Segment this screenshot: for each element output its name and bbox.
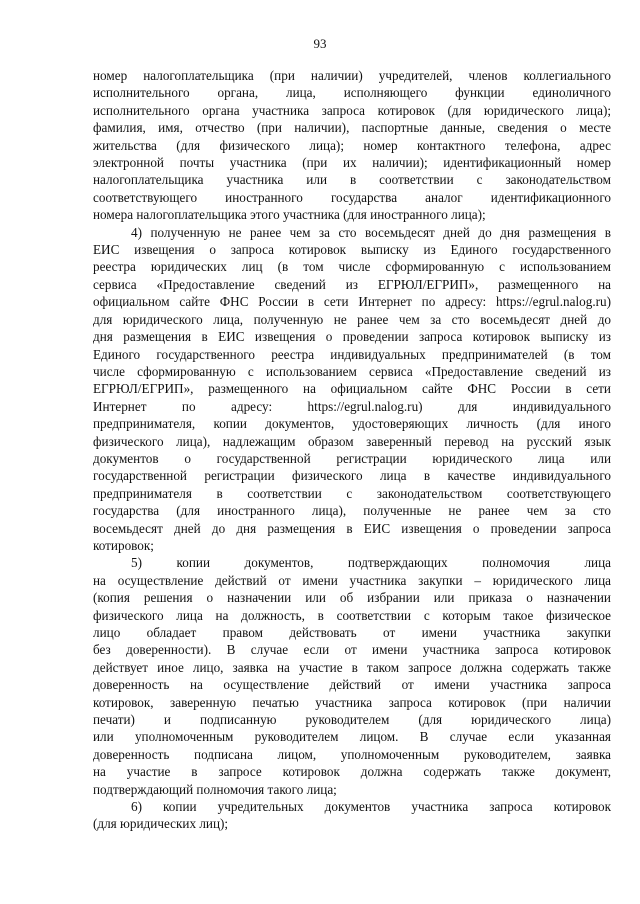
text-line: доверенность подписана лицом, уполномоченным руководителем, заявка [93,746,611,762]
text-line: номер налогоплательщика (при наличии) учредителей, членов коллегиального [93,68,611,83]
text-line: котировок, заверенную печатью участника запроса котировок (при наличии [93,694,611,710]
text-line: предпринимателя в соответствии с законодательством соответствующего [93,485,611,501]
text-line: электронной почты участника (при их наличии); идентификационный номер [93,155,611,171]
text-line: ЕИС извещения о запроса котировок выписку из Единого государственного [93,242,611,258]
text-line: печати) и подписанную руководителем (для юридического лица) [93,712,611,728]
text-line: лицо обладает правом действовать от имени участника закупки [93,625,611,640]
text-line: (копия решения о назначении или об избрании или приказа о назначении [93,590,611,606]
text-line: подтверждающий полномочия такого лица; [93,781,337,797]
text-line: для юридического лица, полученную не ранее чем за сто восемьдесят дней до [93,311,611,327]
text-line: доверенность на осуществление действий от имени участника запроса [93,677,611,693]
text-line: исполнительного органа участника запроса котировок (для юридического лица); [93,102,611,118]
text-line: реестра юридических лиц (в том числе сформированную с использованием [93,259,611,275]
text-line: официальном сайте ФНС России в сети Интернет по адресу: https://egrul.nalog.ru) [93,294,611,310]
page-number: 93 [313,36,327,51]
paragraph-p0 [93,67,611,224]
text-line: сервиса «Предоставление сведений из ЕГРЮЛ/ЕГРИП», размещенного на [93,276,611,292]
text-line: на участие в запросе котировок должна содержать также документ, [93,764,611,780]
text-line: номера налогоплательщика этого участника (для иностранного лица); [93,207,486,223]
text-line: жительства (для физического лица); номер контактного телефона, адрес [93,137,611,153]
text-line: Единого государственного реестра индивидуальных предпринимателей (в том [93,346,611,362]
text-line: 4) полученную не ранее чем за сто восемьдесят дней до дня размещения в [131,224,611,240]
text-line: (для юридических лиц); [93,816,229,832]
text-line: физического лица), надлежащим образом заверенный перевод на русский язык [93,433,611,449]
text-line: на осуществление действий от имени участника закупки – юридического лица [93,572,611,588]
text-line: предпринимателя, копии документов, удостоверяющих личность (для иного [93,416,611,432]
text-line: или уполномоченным руководителем лицом. В случае если указанная [93,729,611,745]
text-line: 6) копии учредительных документов участника запроса котировок [131,799,611,815]
text-line: без доверенности). В случае если от имени участника запроса котировок [93,642,611,658]
text-line: налогоплательщика участника или в соответствии с законодательством [93,172,611,188]
text-line: 5) копии документов, подтверждающих полномочия лица [131,555,611,571]
text-line: документов о государственной регистрации юридического лица или [93,450,611,466]
text-line: ЕГРЮЛ/ЕГРИП», размещенного на официальном сайте ФНС России в сети [93,381,611,397]
text-line: восемьдесят дней до дня размещения в ЕИС извещения о проведении запроса [93,520,611,536]
text-line: дня размещения в ЕИС извещения о проведении запроса котировок выписку из [93,329,611,345]
text-line: Интернет по адресу: https://egrul.nalog.ru) для индивидуального [93,398,611,414]
text-line: котировок; [93,537,154,553]
text-line: государства (для иностранного лица), полученные не ранее чем за сто [93,503,611,519]
text-line: исполнительного органа, лица, исполняющего функции единоличного [93,85,611,101]
text-line: действует иное лицо, заявка на участие в таком запросе должна содержать также [93,659,611,675]
text-line: физического лица на должность, в соответствии с которым такое физическое [93,607,611,623]
paragraph-p6 [93,798,611,833]
text-line: фамилия, имя, отчество (при наличии), паспортные данные, сведения о месте [93,120,611,136]
text-line: государственной регистрации физического лица в качестве индивидуального [93,468,611,484]
text-line: числе сформированную с использованием сервиса «Предоставление сведений из [93,363,611,379]
paragraph-p5 [93,554,611,798]
paragraph-p4 [93,224,611,555]
document-body [93,67,611,833]
text-line: соответствующего иностранного государства аналог идентификационного [93,189,611,205]
